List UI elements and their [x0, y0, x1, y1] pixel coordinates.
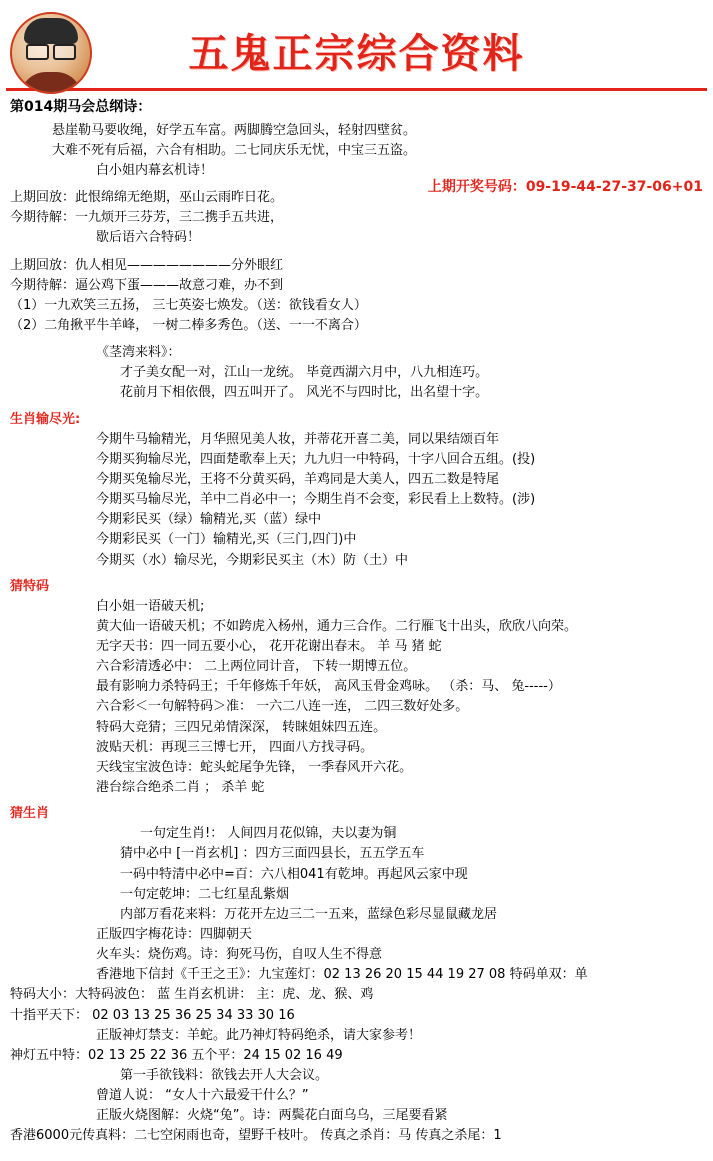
award-numbers-block	[428, 176, 703, 196]
current-hint-value-2: 逼公鸡下蛋———故意刁难，办不到	[75, 277, 284, 293]
footer-line: 正版神灯禁支：羊蛇。此乃神灯特码绝杀，请大家参考！	[96, 1027, 422, 1043]
prev-result-line-2	[10, 256, 703, 276]
award-numbers: 09-19-44-27-37-06+01	[525, 179, 703, 195]
current-hint-line	[10, 208, 703, 228]
caitema-line: 无字天书：四一同五要小心， 花开花谢出春末。 羊 马 猪 蛇	[96, 639, 442, 655]
footer-line: 十指平天下： 02 03 13 25 36 25 34 33 30 16	[10, 1007, 295, 1023]
section-heading-caitema: 猜特码	[10, 578, 50, 594]
poem-line: 白小姐内幕玄机诗！	[96, 162, 214, 178]
footer-line: 特码大小：大特码波色： 蓝 生肖玄机讲： 主：虎、龙、猴、鸡	[10, 987, 374, 1003]
caishengxiao-line: 猜中必中 [一肖玄机] ：四方三面四县长，五五学五车	[120, 846, 425, 862]
shuruguang-line: 今期买（水）输尽光，今期彩民买主（木）防（土）中	[96, 552, 409, 568]
caitema-line: 六合彩清透必中： 二上两位同计音， 下转一期博五位。	[96, 659, 417, 675]
clue-line: （2）二角揪平牛羊峰， 一树二棒多秀色。（送、一一不离合）	[10, 317, 367, 333]
issue-number: 第014期	[10, 99, 68, 115]
section-heading-shuruguang: 生肖输尽光:	[10, 411, 81, 427]
shuruguang-line: 今期买马输尽光，羊中二肖必中一；今期生肖不会变，彩民看上上数特。(涉)	[96, 492, 536, 508]
caishengxiao-line: 正版四字梅花诗：四脚朝天	[96, 927, 253, 943]
issue-subtitle: 马会总纲诗：	[67, 99, 152, 115]
caitema-line: 最有影响力杀特码王；千年修炼千年妖， 高风玉骨金鸡咏。 （杀：马、 兔-----）	[96, 679, 561, 695]
award-label: 上期开奖号码：	[427, 179, 526, 195]
caitema-line: 白小姐一语破天机;	[96, 598, 205, 614]
header-divider	[6, 88, 707, 91]
caitema-line: 特码大竞猜；三四兄弟情深深， 转睐姐妹四五连。	[96, 719, 387, 735]
shendeng-numbers: 02 13 25 22 36 五个平：24 15 02 16 49	[88, 1047, 343, 1063]
section-heading-caishengxiao: 猜生肖	[10, 806, 50, 822]
jingwan-line: 花前月下相依偎，四五叫开了。 风光不与四时比，出名望十字。	[120, 385, 489, 401]
current-hint-line-2	[10, 276, 703, 296]
jingwan-line: 才子美女配一对，江山一龙统。 毕竟西湖六月中，八九相连巧。	[120, 365, 489, 381]
caishengxiao-line: 内部万看花来料：万花开左边三二一五来，蓝绿色彩尽显鼠藏龙居	[120, 906, 498, 922]
caitema-line: 天线宝宝波色诗：蛇头蛇尾争先锋， 一季春风开六花。	[96, 759, 413, 775]
caishengxiao-line: 一句定生肖!： 人间四月花似锦，夫以妻为铜	[140, 826, 397, 842]
tail-line: 正版火烧图解：火烧“兔”。诗：两鬓花白面乌乌，三尾要看紧	[96, 1108, 448, 1124]
page-header	[0, 0, 713, 88]
shendeng-label: 神灯五中特：	[10, 1047, 89, 1063]
clue-line: （1）一九欢笑三五扬， 三七英姿七焕发。（送：欲钱看女人）	[10, 297, 367, 313]
current-hint-label: 今期待解：	[10, 210, 76, 226]
caishengxiao-line: 一码中特清中必中=百：六八相041有乾坤。再起风云家中现	[120, 866, 468, 882]
tail-line: 第一手欲钱料：欲钱去开人大会议。	[120, 1068, 329, 1084]
shuruguang-line: 今期彩民买（一门）输精光,买（三门,四门)中	[96, 532, 357, 548]
prev-result-value: 此恨绵绵无绝期，巫山云雨昨日花。	[75, 190, 284, 206]
caitema-line: 港台综合绝杀二肖 ； 杀羊 蛇	[96, 780, 265, 796]
poem-line: 悬崖勒马要收绳，好学五车富。两脚腾空急回头，轻射四壁贫。	[52, 122, 417, 138]
caitema-line: 黄大仙一语破天机；不如跨虎入杨州，通力三合作。二行雁飞十出头，欣欣八向荣。	[96, 618, 578, 634]
caishengxiao-line: 火车头：烧伤鸡。诗：狗死马伤，自叹人生不得意	[96, 947, 383, 963]
tail-line: 香港6000元传真料：二七空闲雨也奇，望野千枝叶。 传真之杀肖：马 传真之杀尾：1	[10, 1128, 502, 1144]
caishengxiao-line: 香港地下信封《千王之王》：九宝莲灯：02 13 26 20 15 44 19 27 08 特码单双：单	[96, 967, 588, 983]
poem-line: 大难不死有后福，六合有相助。二七同庆乐无忧，中宝三五盗。	[52, 142, 417, 158]
tail-line: 曾道人说： “女人十六最爱干什么？”	[96, 1088, 309, 1104]
shuruguang-line: 今期买狗输尽光，四面楚歌奉上天；九九归一中特码，十字八回合五组。(投)	[96, 451, 536, 467]
caishengxiao-line: 一句定乾坤：二七红星乱紫烟	[120, 886, 290, 902]
page-title: 五鬼正宗综合资料	[188, 31, 525, 77]
document-content	[0, 97, 713, 1161]
shendeng-line	[10, 1046, 703, 1066]
caitema-line: 波贴天机：再现三三博七开， 四面八方找寻码。	[96, 739, 374, 755]
prev-result-value-2: 仇人相见————————分外眼红	[75, 257, 284, 273]
caitema-line: 六合彩＜一句解特码＞准： 一六二八连一连， 二四三数好处多。	[96, 699, 469, 715]
jingwan-title: 《茎湾来料》：	[96, 345, 181, 361]
issue-line	[10, 97, 703, 119]
current-hint-label-2: 今期待解：	[10, 277, 76, 293]
shuruguang-line: 今期彩民买（绿）输精光,买（蓝）绿中	[96, 512, 322, 528]
shuruguang-line: 今期牛马输精光，月华照见美人妆，并蒂花开喜二美，同以果结颂百年	[96, 431, 500, 447]
prev-result-label-2: 上期回放：	[10, 257, 76, 273]
prev-result-label: 上期回放：	[10, 190, 76, 206]
xiehouyu-line: 歇后语六合特码！	[96, 230, 201, 246]
shuruguang-line: 今期买兔输尽光，王将不分黄买码，羊鸡同是大美人，四五二数是特尾	[96, 471, 500, 487]
current-hint-value: 一九烦开三芬芳，三二携手五共进，	[75, 210, 284, 226]
